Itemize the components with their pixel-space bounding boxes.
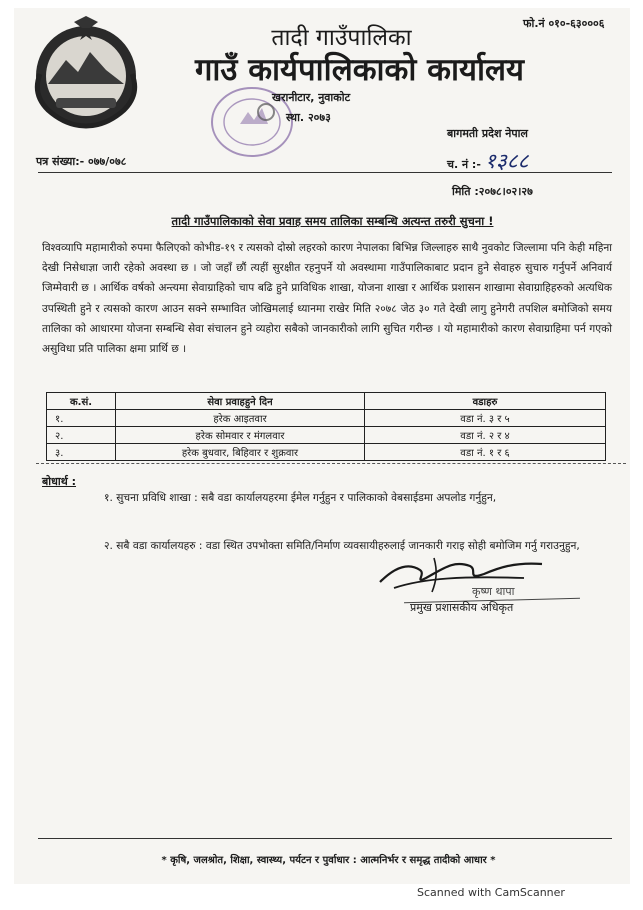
scanner-watermark: Scanned with CamScanner [417,886,565,899]
cell-day: हरेक बुधवार, बिहिवार र शुक्रवार [116,444,365,461]
dispatch-label: च. नं :- [447,158,481,171]
cell-sn: २. [47,427,116,444]
subject-line: तादी गाउँपालिकाको सेवा प्रवाह समय तालिका सम्बन्धि अत्यन्त तरुरी सुचना ! [171,214,494,228]
cell-day: हरेक आइतवार [116,410,365,427]
table-header-row [47,393,606,410]
office-phone: फो.नं ०१०-६३०००६ [523,17,605,30]
cell-sn: ३. [47,444,116,461]
established-year: स्था. २०७३ [286,111,331,124]
dispatch-value: १३८८ [484,149,529,173]
cell-ward: वडा नं. २ र ४ [365,427,606,444]
province-name: बागमती प्रदेश नेपाल [447,127,528,140]
cell-sn: १. [47,410,116,427]
notice-body: विश्वव्यापि महामारीको रुपमा फैलिएको कोभीड-१९ र त्यसको दोस्रो लहरको कारण नेपालका बिभिन्न जिल्लाहरु साथै नुवकोट जिल्लामा पनि केही महिना देखी निसेधाज्ञा जारी रहेको अवस्था छ । जो जहाँ छौं त्यहीं सुरक्षीत रहनुपर्ने यो अवस्थामा गाउँपालिकाबाट प्रदान हुने सेवाहरु सुचारु गर्नुपर्ने अनिवार्य जिम्मेवारी छ । आर्थिक वर्षको अन्त्यमा सेवाग्राहिको चाप बढि हुने प्राविधिक शाखा, योजना शाखा र आर्थिक प्रशासन शाखामा सेवाग्राहिहरुको अत्यधिक उपस्थिती हुने र त्यसको कारण आउन सक्ने सम्भावित जोखिमलाई ध्यानमा राखेर मिति २०७८ जेठ ३० गते देखी लागु हुनेगरी तपशिल बमोजिको समय तालिका को आधारमा योजना सम्बन्धि सेवा संचालन हुने व्यहोरा सबैको जानकारीको लागि सुचित गरीन्छ । यो महामारीको कारण सेवाग्राहिमा पर्न गएको असुविधा प्रति पालिका क्षमा प्रार्थि छ । [42,242,612,356]
letter-date: मिति :२०७८।०२।२७ [452,185,533,198]
municipality-name: तादी गाउँपालिका [271,25,412,51]
fyi-item: २. सबै वडा कार्यालयहरु : वडा स्थित उपभोक्ता समिति/निर्माण व्यवसायीहरुलाई जानकारी गराइ सोही बमोजिम गर्नु गराउनुहुन, [104,540,580,552]
signature-icon [374,548,550,600]
signatory-name: कृष्ण थापा [472,585,515,598]
signatory-title: प्रमुख प्रशासकीय अधिकृत [410,601,514,614]
fyi-item: १. सुचना प्रविधि शाखा : सबै वडा कार्यालयहरमा ईमेल गर्नुहुन र पालिकाको वेबसाईडमा अपलोड गर्नुहुन, [104,492,497,504]
office-address: खरानीटार, नुवाकोट [272,91,351,104]
letter-number: पत्र संख्या:- ०७७/०७८ [36,155,127,168]
table-row [47,427,606,444]
table-divider [36,463,626,464]
footer-slogan: * कृषि, जलश्रोत, शिक्षा, स्वास्थ्य, पर्यटन र पुर्वाधार : आत्मनिर्भर र समृद्ध तादीको आधार * [161,855,496,866]
fyi-label: बोधार्थ : [42,475,77,488]
table-row [47,444,606,461]
dispatch-number [447,147,529,175]
schedule-table [46,392,606,461]
col-header-day: सेवा प्रवाहहुने दिन [116,393,365,410]
col-header-sn: क.सं. [47,393,116,410]
header-divider [38,172,612,173]
col-header-ward: वडाहरु [365,393,606,410]
table-row [47,410,606,427]
office-title: गाउँ कार्यपालिकाको कार्यालय [194,52,525,88]
footer-divider [38,838,612,839]
cell-ward: वडा नं. १ र ६ [365,444,606,461]
cell-ward: वडा नं. ३ र ५ [365,410,606,427]
cell-day: हरेक सोमवार र मंगलवार [116,427,365,444]
